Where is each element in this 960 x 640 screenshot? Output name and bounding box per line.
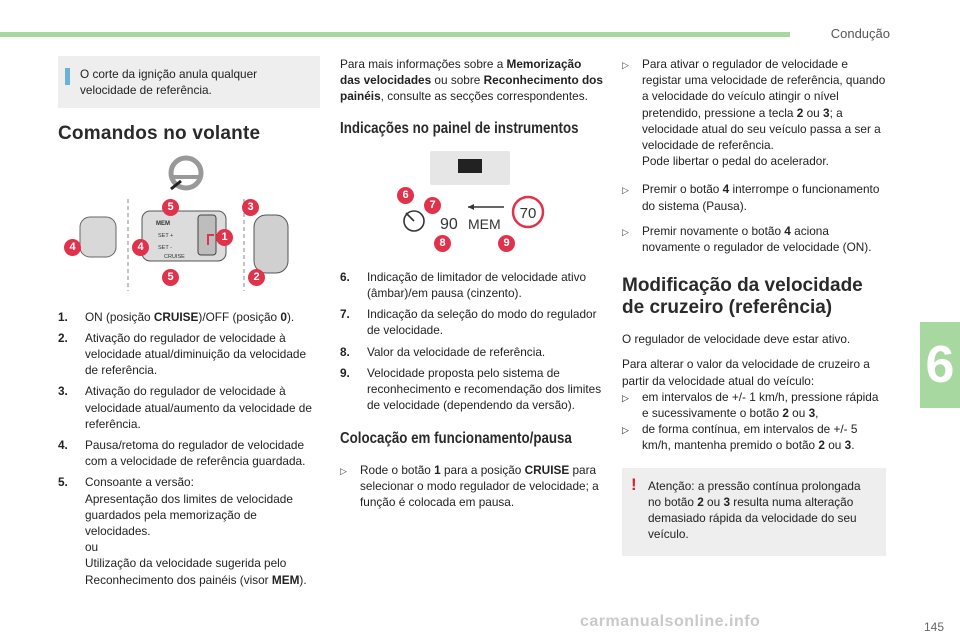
svg-text:90: 90 bbox=[440, 215, 458, 233]
page-number: 145 bbox=[923, 620, 944, 634]
instrument-display-figure bbox=[340, 149, 604, 253]
badge-5: 5 bbox=[162, 269, 179, 286]
chapter-tab: 6 bbox=[920, 322, 960, 408]
svg-text:MEM: MEM bbox=[468, 215, 501, 232]
badge-9: 9 bbox=[498, 235, 515, 252]
warning-box: ! Atenção: a pressão contínua prolongada no botão 2 ou 3 resulta numa alteração demasiado rápida da velocidade do seu veículo. bbox=[622, 468, 886, 557]
badge-3: 3 bbox=[242, 199, 259, 216]
bullet-arrow-icon: ▷ bbox=[340, 465, 347, 476]
list-item: 6. Indicação de limitador de velocidade ativo (âmbar)/em pausa (cinzento). bbox=[340, 269, 587, 301]
badge-7: 7 bbox=[424, 197, 441, 214]
list-item: 8. Valor da velocidade de referência. bbox=[340, 344, 546, 359]
svg-text:70: 70 bbox=[519, 204, 537, 222]
instrument-display-illustration bbox=[340, 149, 604, 253]
steering-wheel-icon bbox=[171, 158, 201, 189]
steering-controls-figure bbox=[58, 155, 320, 295]
list-item: 5. Consoante a versão: Apresentação dos limites de velocidade guardados pela memorização de velocidades. ou Utilização da velocidade sugerida pelo Reconhecimento dos painéis (visor MEM). bbox=[58, 475, 307, 587]
watermark: carmanualsonline.info bbox=[580, 613, 761, 630]
header-bar bbox=[0, 32, 790, 37]
column-2 bbox=[340, 56, 604, 519]
svg-text:SET -: SET - bbox=[158, 244, 172, 251]
badge-1: 1 bbox=[216, 229, 233, 246]
pause-bullet: ▷ Premir o botão 4 interrompe o funcionamento do sistema (Pausa). bbox=[622, 182, 880, 213]
steering-list bbox=[58, 309, 320, 588]
badge-4: 4 bbox=[132, 239, 149, 256]
paragraph: O regulador de velocidade deve estar ativo. bbox=[622, 332, 851, 347]
info-box bbox=[58, 56, 320, 108]
start-bullet: ▷ Rode o botão 1 para a posição CRUISE para selecionar o modo regulador de velocidade; a função é colocada em pausa. bbox=[340, 462, 599, 510]
list-item: ▷ de forma contínua, em intervalos de +/- 5 km/h, mantenha premido o botão 2 ou 3. bbox=[622, 422, 858, 453]
column-1 bbox=[58, 56, 320, 593]
bullet-arrow-icon: ▷ bbox=[622, 185, 629, 196]
info-text: O corte da ignição anula qualquer velocidade de referência. bbox=[80, 67, 258, 98]
steering-title: Comandos no volante bbox=[58, 123, 261, 145]
column-3 bbox=[622, 56, 886, 556]
instruments-title: Indicações no painel de instrumentos bbox=[340, 119, 579, 137]
bullet-arrow-icon: ▷ bbox=[622, 226, 629, 237]
section-title: Condução bbox=[830, 26, 890, 41]
steering-controls-illustration bbox=[58, 155, 320, 295]
list-item: 7. Indicação da seleção do modo do regulador de velocidade. bbox=[340, 307, 597, 338]
svg-text:MEM: MEM bbox=[156, 220, 170, 227]
paragraph: Para alterar o valor da velocidade de cruzeiro a partir da velocidade atual do veículo: bbox=[622, 357, 870, 388]
arrow-left-icon bbox=[468, 204, 504, 210]
list-item: 2. Ativação do regulador de velocidade à velocidade atual/diminuição da velocidade de referência. bbox=[58, 330, 307, 378]
instruments-list bbox=[340, 269, 604, 414]
intro-paragraph: Para mais informações sobre a Memorização das velocidades ou sobre Reconhecimento dos painéis, consulte as secções correspondentes. bbox=[340, 57, 603, 104]
list-item: ▷ em intervalos de +/- 1 km/h, pressione rápida e sucessivamente o botão 2 ou 3, bbox=[622, 389, 879, 421]
list-item: 1. ON (posição CRUISE)/OFF (posição 0). bbox=[58, 309, 295, 324]
badge-6: 6 bbox=[397, 187, 414, 204]
modify-title: Modificação da velocidade de cruzeiro (referência) bbox=[622, 275, 863, 319]
svg-text:SET +: SET + bbox=[158, 232, 174, 239]
activate-bullet: ▷ Para ativar o regulador de velocidade e registar uma velocidade de referência, quando a velocidade do veículo atingir o nível pretendido, pressione a tecla 2 ou 3; a velocidade atual do seu veículo passa a ser a velocidade de referência. Pode libertar o pedal do acelerador. bbox=[622, 57, 886, 169]
badge-5: 5 bbox=[162, 199, 179, 216]
resume-bullet: ▷ Premir novamente o botão 4 aciona novamente o regulador de velocidade (ON). bbox=[622, 223, 872, 255]
speed-limiter-icon bbox=[404, 211, 424, 231]
start-title: Colocação em funcionamento/pausa bbox=[340, 430, 572, 448]
list-item: 4. Pausa/retoma do regulador de velocidade com a velocidade de referência guardada. bbox=[58, 438, 306, 469]
bullet-arrow-icon: ▷ bbox=[622, 425, 629, 436]
bullet-arrow-icon: ▷ bbox=[622, 60, 629, 70]
badge-8: 8 bbox=[434, 235, 451, 252]
info-icon bbox=[65, 68, 70, 85]
badge-4: 4 bbox=[64, 239, 81, 256]
bullet-arrow-icon: ▷ bbox=[622, 392, 629, 403]
svg-text:CRUISE: CRUISE bbox=[164, 253, 185, 260]
list-item: 9. Velocidade proposta pelo sistema de reconhecimento e recomendação dos limites de velocidade (dependendo da versão). bbox=[340, 365, 602, 413]
warning-icon: ! bbox=[631, 474, 637, 494]
badge-2: 2 bbox=[248, 269, 265, 286]
list-item: 3. Ativação do regulador de velocidade à velocidade atual/aumento da velocidade de referência. bbox=[58, 384, 312, 431]
